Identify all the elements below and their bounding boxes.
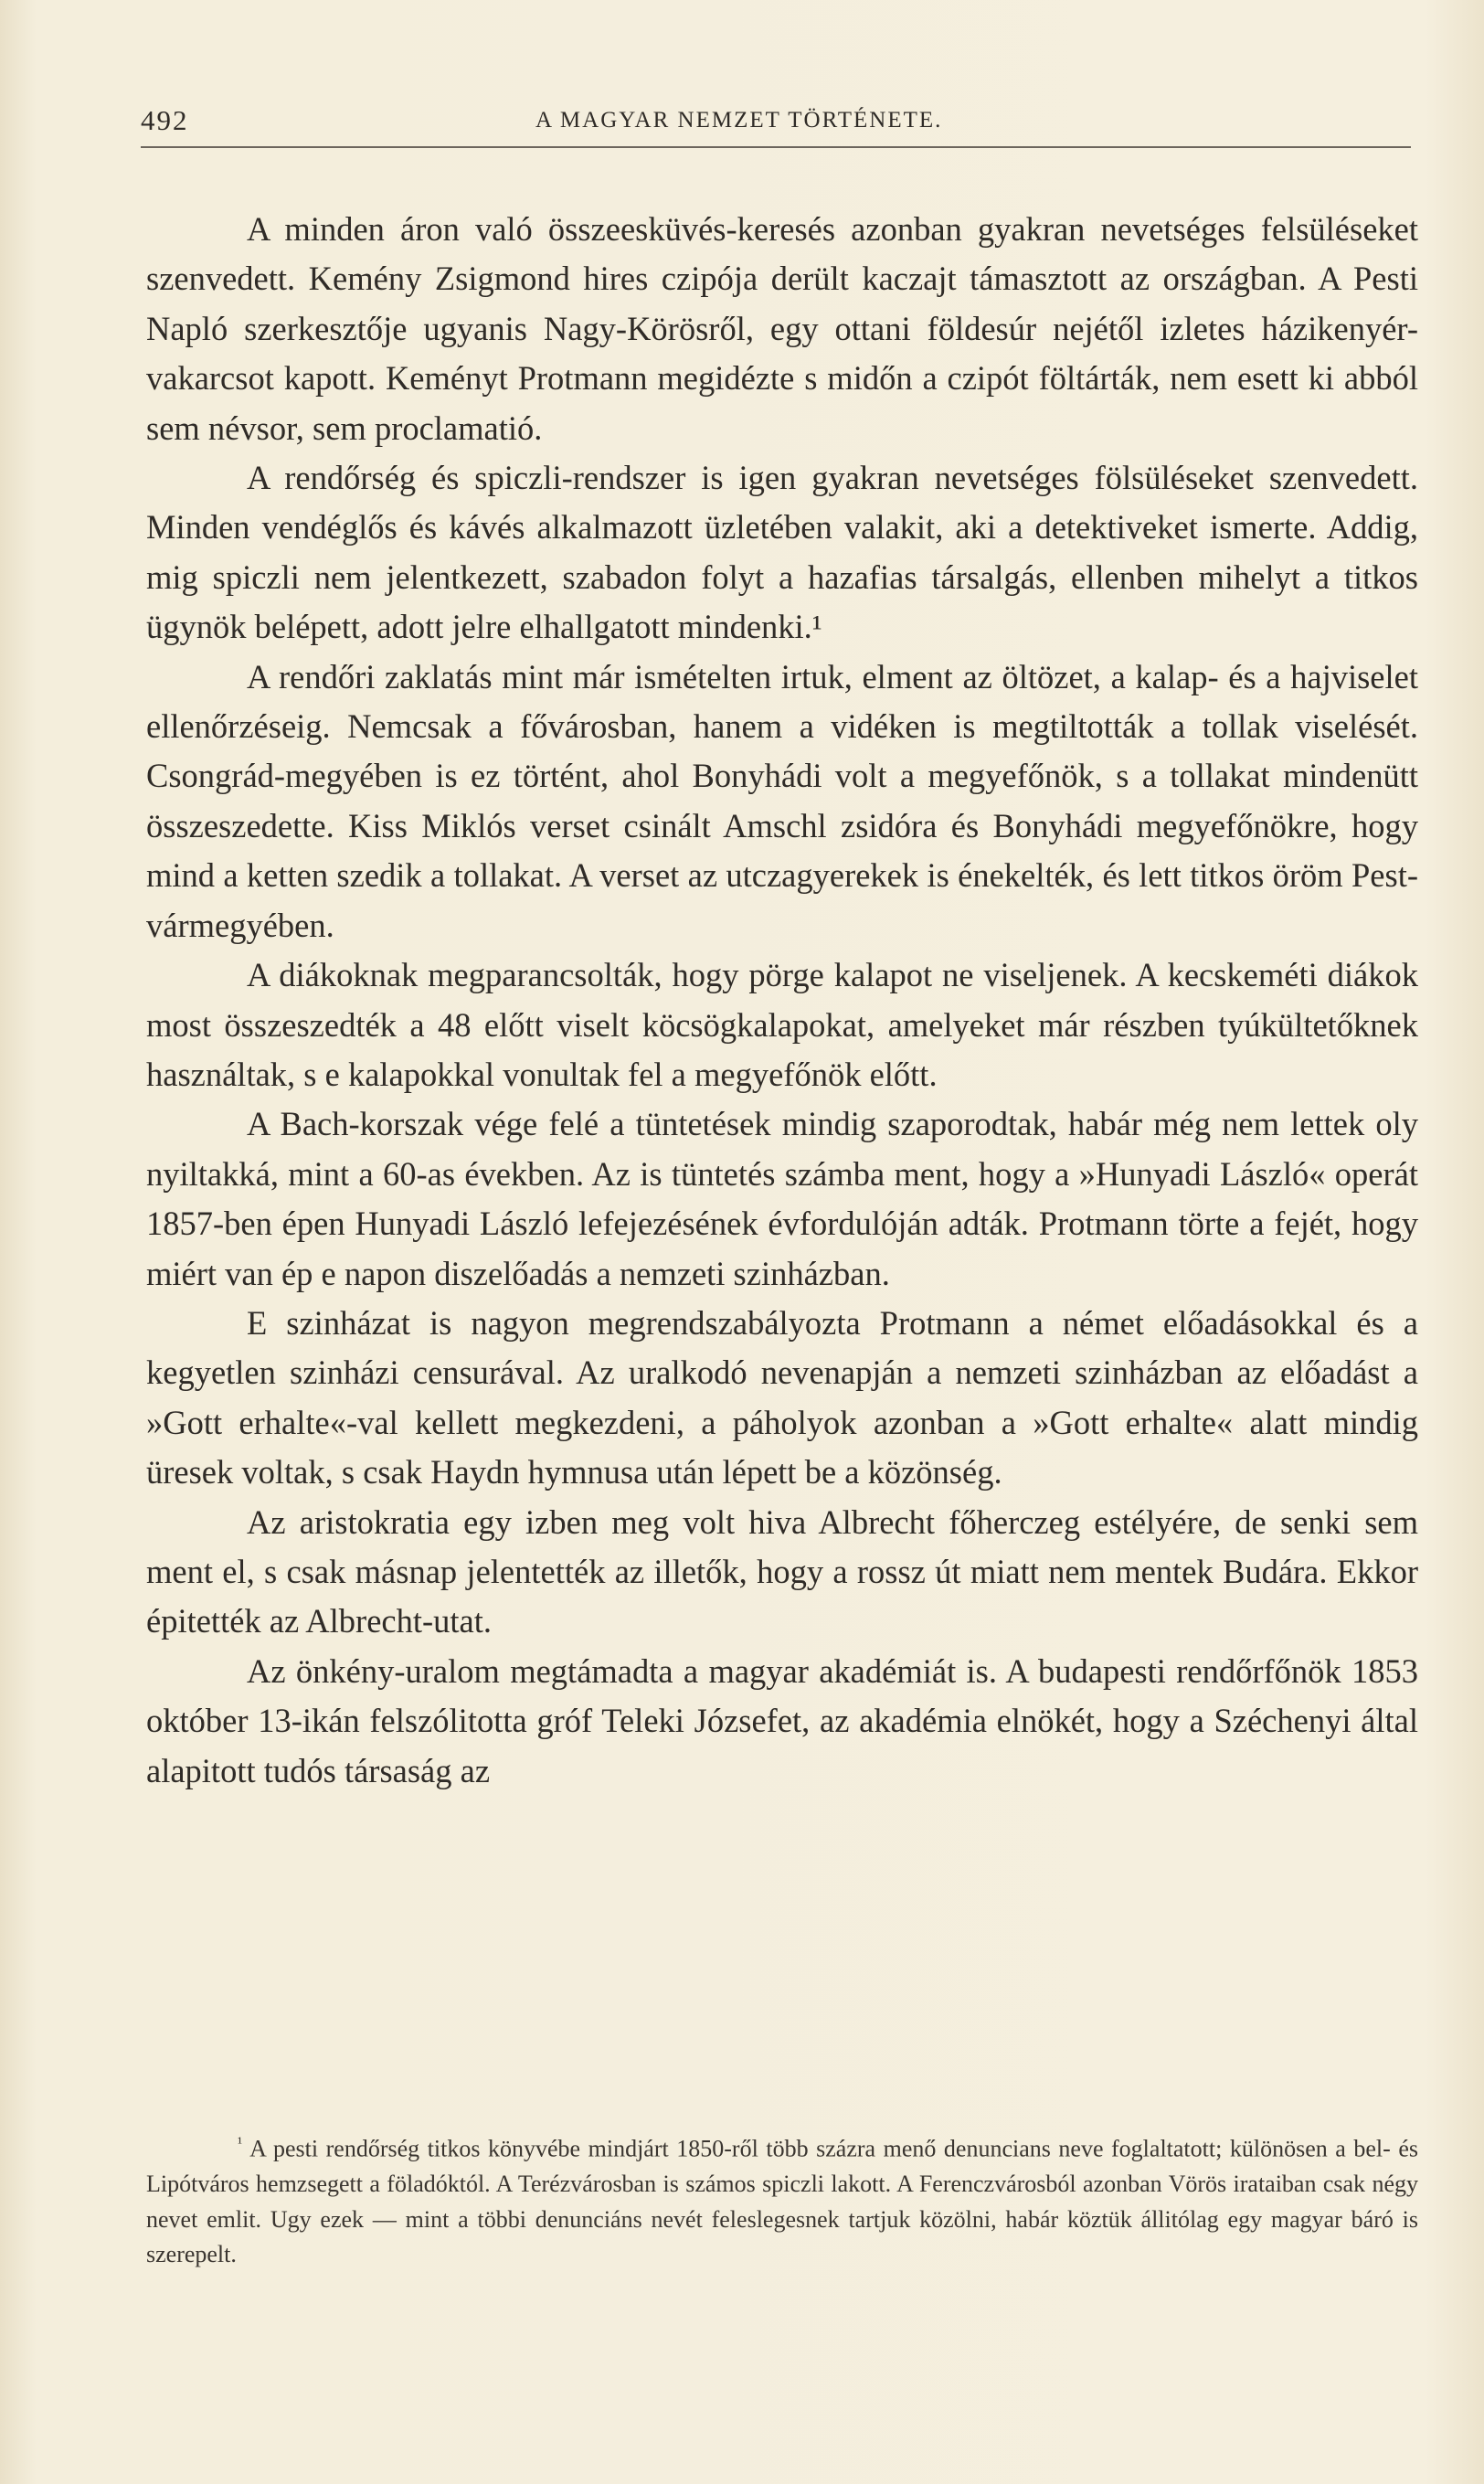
running-title: A MAGYAR NEMZET TÖRTÉNETE. xyxy=(535,108,943,133)
body-text xyxy=(146,205,1418,1796)
footnote-mark: ¹ xyxy=(238,2134,243,2151)
paragraph: A Bach-korszak vége felé a tüntetések mindig szaporodtak, habár még nem lettek oly nyiltakká, mint a 60-as években. Az is tüntetés számba ment, hogy a »Hunyadi László« operát 1857-ben épen Hunyadi László lefejezésének évfordulóján adták. Protmann törte a fejét, hogy miért van ép e napon diszelőadás a nemzeti szinházban. xyxy=(146,1105,1418,1292)
paragraph: A diákoknak megparancsolták, hogy pörge kalapot ne viseljenek. A kecskeméti diákok most összeszedték a 48 előtt viselt köcsögkalapokat, amelyeket már részben tyúkültetőknek használtak, s e kalapokkal vonultak fel a megyefőnök előtt. xyxy=(146,956,1418,1093)
paragraph: A minden áron való összeesküvés-keresés azonban gyakran nevetséges felsüléseket szenvedett. Kemény Zsigmond hires czipója derült kaczajt támasztott az országban. A Pesti Napló szerkesztője ugyanis Nagy-Körösről, egy ottani földesúr nejétől izletes házikenyér-vakarcsot kapott. Keményt Protmann megidézte s midőn a czipót föltárták, nem esett ki abból sem névsor, sem proclamatió. xyxy=(146,210,1418,447)
footnotes xyxy=(146,2126,1418,2273)
paragraph: Az aristokratia egy izben meg volt hiva Albrecht főherczeg estélyére, de senki sem ment el, s csak másnap jelentették az illetők, hogy a rossz út miatt nem mentek Budára. Ekkor épitették az Albrecht-utat. xyxy=(146,1502,1418,1640)
page-header xyxy=(141,99,1411,148)
page-number: 492 xyxy=(141,104,189,136)
footnote-text: A pesti rendőrség titkos könyvébe mindjárt 1850-ről több százra menő denuncians neve foglaltatott; különösen a bel- és Lipótváros hemzsegett a föladóktól. A Terézvárosban is számos spiczli lakott. A Ferenczvárosból azonban Vörös irataiban csak négy nevet emlit. Ugy ezek — mint a többi denunciáns nevét feleslegesnek tartjuk közölni, habár köztük állitólag egy magyar báró is szerepelt. xyxy=(146,2135,1418,2268)
paragraph: Az önkény-uralom megtámadta a magyar akadémiát is. A budapesti rendőrfőnök 1853 október 13-ikán felszólitotta gróf Teleki Józsefet, az akadémia elnökét, hogy a Széchenyi által alapitott tudós társaság az xyxy=(146,1651,1418,1789)
paragraph: E szinházat is nagyon megrendszabályozta Protmann a német előadásokkal és a kegyetlen szinházi censurával. Az uralkodó nevenapján a nemzeti szinházban az előadást a »Gott erhalte«-val kellett megkezdeni, a páholyok azonban a »Gott erhalte« alatt mindig üresek voltak, s csak Haydn hymnusa után lépett be a közönség. xyxy=(146,1303,1418,1491)
paragraph: A rendőrség és spiczli-rendszer is igen gyakran nevetséges fölsüléseket szenvedett. Minden vendéglős és kávés alkalmazott üzletében valakit, aki a detektiveket ismerte. Addig, mig spiczli nem jelentkezett, szabadon folyt a hazafias társalgás, ellenben mihelyt a titkos ügynök belépett, adott jelre elhallgatott mindenki.¹ xyxy=(146,459,1418,646)
footnote xyxy=(146,2126,1418,2273)
paragraph: A rendőri zaklatás mint már ismételten irtuk, elment az öltözet, a kalap- és a hajviselet ellenőrzéseig. Nemcsak a fővárosban, hanem a vidéken is megtiltották a tollak viselését. Csongrád-megyében is ez történt, ahol Bonyhádi volt a megyefőnök, s a tollakat mindenütt összeszedette. Kiss Miklós verset csinált Amschl zsidóra és Bonyhádi megyefőnökre, hogy mind a ketten szedik a tollakat. A verset az utczagyerekek is énekelték, és lett titkos öröm Pest-vármegyében. xyxy=(146,657,1418,944)
